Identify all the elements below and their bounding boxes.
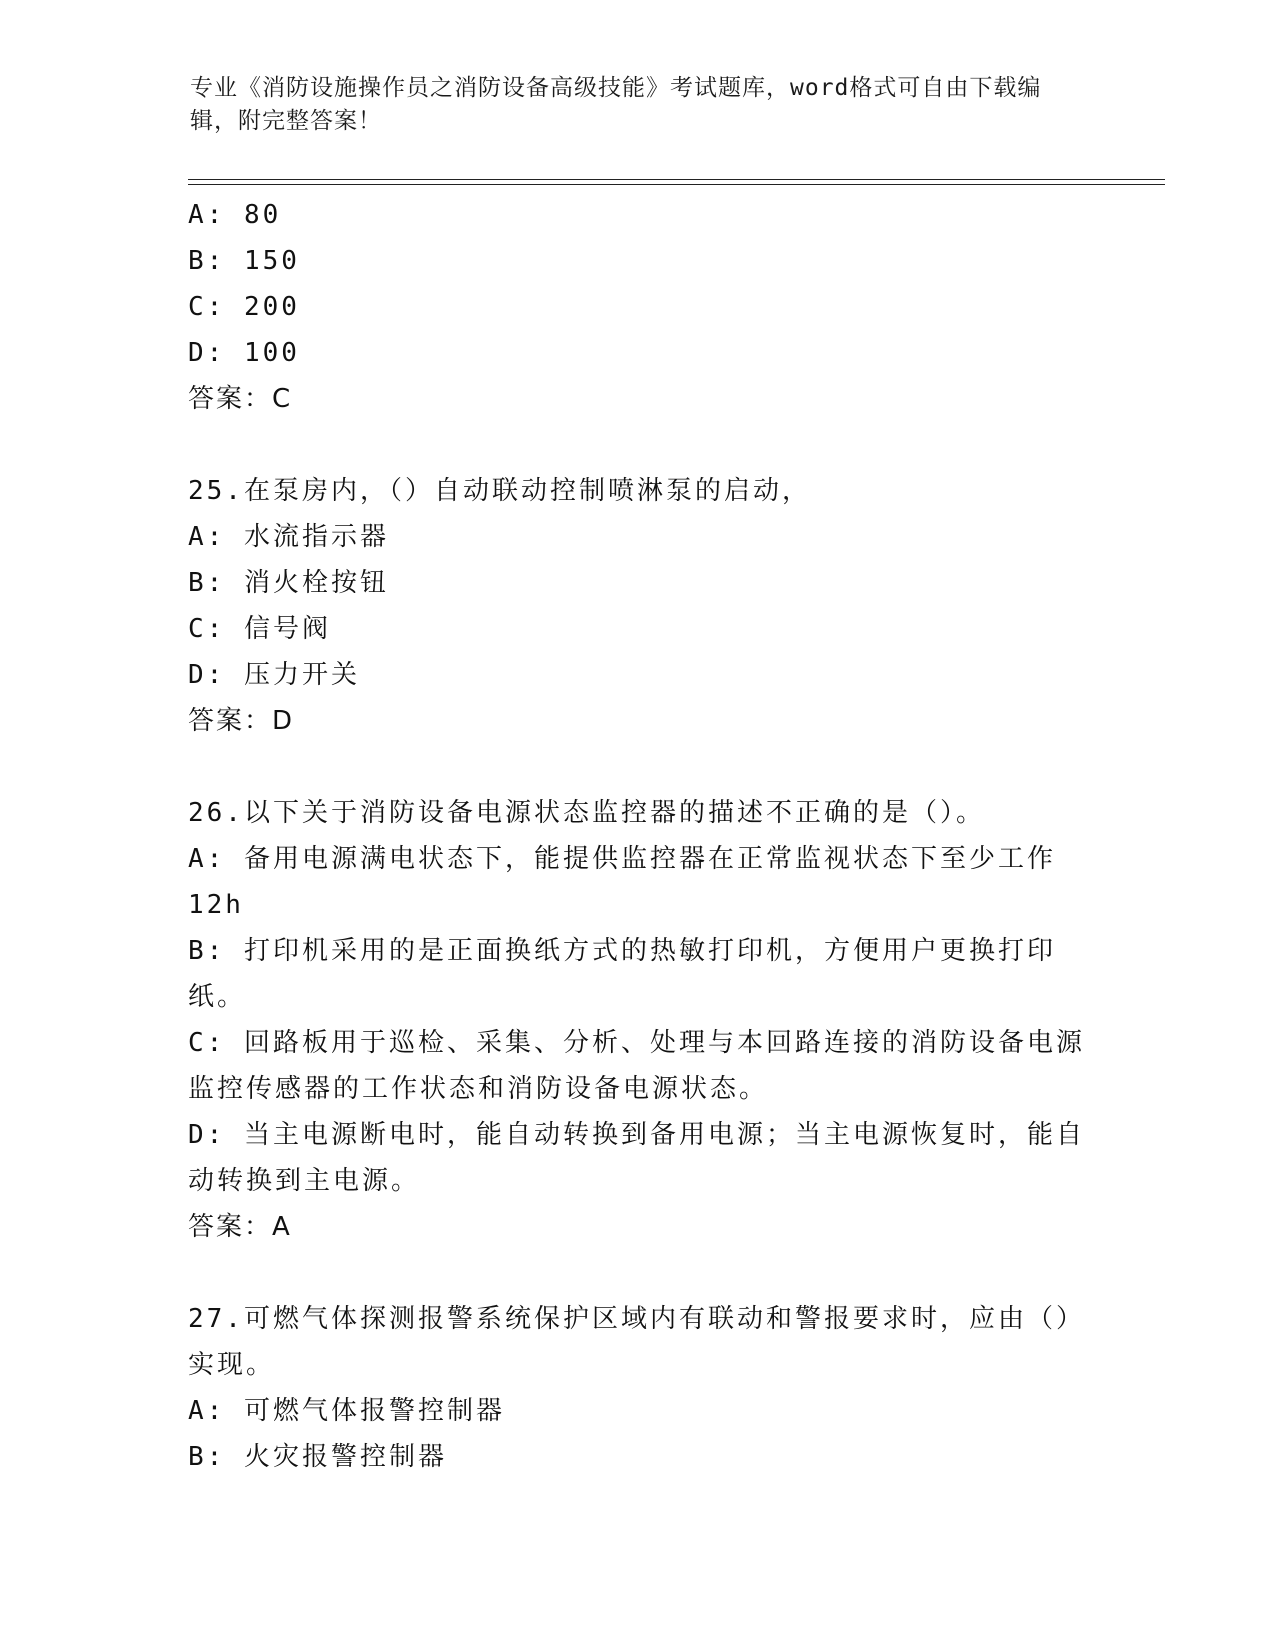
question-26 bbox=[188, 790, 1088, 1250]
document-header: 专业《消防设施操作员之消防设备高级技能》考试题库，word格式可自由下载编辑，附完整答案！ bbox=[190, 75, 1042, 134]
option-a: A: 80 bbox=[188, 200, 282, 230]
question-27 bbox=[188, 1296, 1088, 1480]
question-25 bbox=[188, 468, 1088, 744]
option-a: A: 可燃气体报警控制器 bbox=[188, 1396, 505, 1426]
option-b: B: 消火栓按钮 bbox=[188, 568, 389, 598]
question-stem: 25.在泵房内，（）自动联动控制喷淋泵的启动， bbox=[188, 476, 811, 506]
question-stem: 27.可燃气体探测报警系统保护区域内有联动和警报要求时，应由（）实现。 bbox=[188, 1304, 1085, 1380]
option-d: D: 100 bbox=[188, 338, 300, 368]
answer-line: 答案：A bbox=[188, 1212, 292, 1242]
question-stem: 26.以下关于消防设备电源状态监控器的描述不正确的是（）。 bbox=[188, 798, 985, 828]
spacer bbox=[188, 744, 1088, 790]
spacer bbox=[188, 1250, 1088, 1296]
spacer bbox=[188, 422, 1088, 468]
answer-line: 答案：D bbox=[188, 706, 295, 736]
answer-line: 答案：C bbox=[188, 384, 293, 414]
question-list bbox=[188, 192, 1088, 1480]
option-c: C: 200 bbox=[188, 292, 300, 322]
option-b: B: 火灾报警控制器 bbox=[188, 1442, 447, 1472]
option-a: A: 备用电源满电状态下，能提供监控器在正常监视状态下至少工作12h bbox=[188, 844, 1056, 920]
option-c: C: 回路板用于巡检、采集、分析、处理与本回路连接的消防设备电源监控传感器的工作状态和消防设备电源状态。 bbox=[188, 1028, 1085, 1104]
question-24 bbox=[188, 192, 1088, 422]
option-b: B: 150 bbox=[188, 246, 300, 276]
option-c: C: 信号阀 bbox=[188, 614, 331, 644]
header-divider-top bbox=[188, 179, 1165, 180]
option-a: A: 水流指示器 bbox=[188, 522, 389, 552]
option-d: D: 压力开关 bbox=[188, 660, 360, 690]
option-d: D: 当主电源断电时，能自动转换到备用电源；当主电源恢复时，能自动转换到主电源。 bbox=[188, 1120, 1085, 1196]
option-b: B: 打印机采用的是正面换纸方式的热敏打印机，方便用户更换打印纸。 bbox=[188, 936, 1056, 1012]
header-divider-bottom bbox=[188, 184, 1165, 185]
